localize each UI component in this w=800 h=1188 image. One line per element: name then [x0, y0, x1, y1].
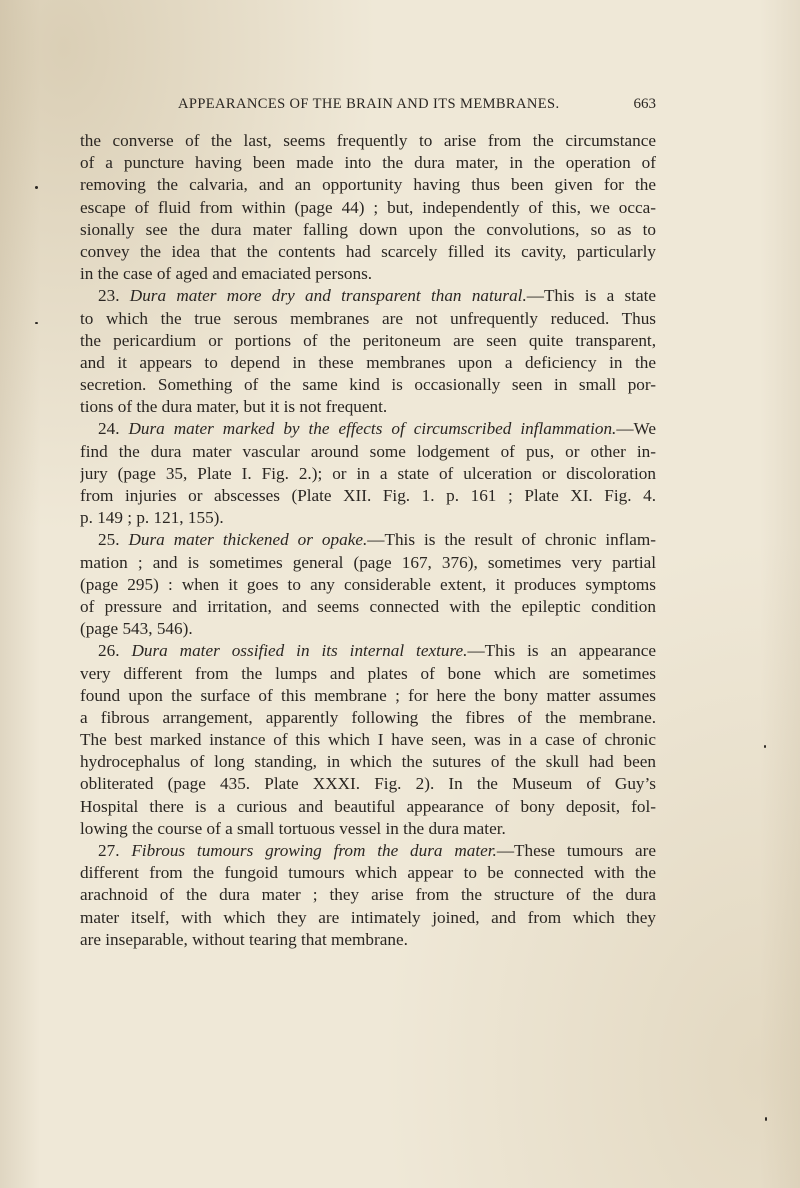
text-line [80, 330, 656, 352]
text-line [80, 729, 656, 751]
line-text: obliterated (page 435. Plate XXXI. Fig. 2). In the Museum of Guy’s [80, 774, 656, 794]
line-text: —This is a state [526, 286, 656, 306]
text-line [80, 241, 656, 263]
text-line [80, 174, 656, 196]
text-line [80, 818, 656, 840]
line-text: (page 295) : when it goes to any considerable extent, it produces symptoms [80, 574, 656, 594]
line-text: different from the fungoid tumours which appear to be connected with the [80, 863, 656, 883]
section-heading: Fibrous tumours growing from the dura mater. [131, 841, 497, 860]
print-speck [764, 745, 766, 748]
text-line [80, 529, 656, 551]
line-text: convey the idea that the contents had scarcely filled its cavity, particularly [80, 241, 656, 261]
section-heading: Dura mater more dry and transparent than natural. [129, 286, 527, 306]
text-line [80, 485, 656, 507]
line-text: The best marked instance of this which I have seen, was in a case of chronic [80, 730, 656, 750]
section-number: 26. [98, 641, 120, 661]
text-line [80, 441, 656, 463]
text-line [80, 219, 656, 241]
section-number: 27. [98, 841, 120, 860]
line-text: find the dura mater vascular around some lodgement of pus, or other in- [80, 441, 656, 461]
line-text: a fibrous arrangement, apparently following the fibres of the membrane. [80, 707, 656, 727]
text-line [80, 130, 656, 152]
line-text: from injuries or abscesses (Plate XII. Fig. 1. p. 161 ; Plate XI. Fig. 4. [80, 486, 656, 505]
body-text [80, 130, 656, 951]
section-number: 24. [98, 419, 120, 439]
text-line [80, 352, 656, 374]
section-number: 23. [98, 286, 120, 306]
line-text: very different from the lumps and plates of bone which are sometimes [80, 663, 656, 683]
line-text: (page 543, 546). [80, 619, 193, 639]
text-line [80, 751, 656, 773]
line-text: escape of fluid from within (page 44) ; but, independently of this, we occa- [80, 197, 656, 217]
print-speck [765, 1117, 767, 1121]
line-text: the converse of the last, seems frequently to arise from the circumstance [80, 131, 656, 150]
line-text: mater itself, with which they are intimately joined, and from which they [80, 907, 656, 927]
text-line [80, 285, 656, 307]
section-heading: Dura mater ossified in its internal texture. [131, 641, 468, 661]
line-text: lowing the course of a small tortuous vessel in the dura mater. [80, 818, 506, 838]
line-text: —This is the result of chronic inflam- [367, 530, 656, 550]
line-text: in the case of aged and emaciated persons. [80, 264, 373, 284]
text-line [80, 618, 656, 640]
line-text: mation ; and is sometimes general (page 167, 376), sometimes very partial [80, 552, 656, 572]
section-heading: Dura mater marked by the effects of circumscribed inflammation. [128, 419, 617, 439]
line-text: —We [616, 419, 656, 439]
print-speck [35, 186, 38, 189]
text-line [80, 507, 656, 529]
text-line [80, 707, 656, 729]
text-line [80, 463, 656, 485]
line-text: and it appears to depend in these membranes upon a deficiency in the [80, 352, 656, 372]
line-text: of a puncture having been made into the dura mater, in the operation of [80, 153, 656, 173]
text-line [80, 552, 656, 574]
text-line [80, 263, 656, 285]
running-title: APPEARANCES OF THE BRAIN AND ITS MEMBRANES. [178, 96, 560, 112]
text-line [80, 929, 656, 951]
text-line [80, 308, 656, 330]
text-line [80, 374, 656, 396]
text-line [80, 884, 656, 906]
line-text: Hospital there is a curious and beautiful appearance of bony deposit, fol- [80, 796, 656, 816]
line-text: arachnoid of the dura mater ; they arise from the structure of the dura [80, 885, 656, 905]
text-line [80, 574, 656, 596]
text-line [80, 796, 656, 818]
line-text: sionally see the dura mater falling down upon the convolutions, so as to [80, 219, 656, 239]
line-text: of pressure and irritation, and seems connected with the epileptic condition [80, 596, 656, 616]
line-text: to which the true serous membranes are not unfrequently reduced. Thus [80, 308, 656, 328]
text-line [80, 840, 656, 862]
text-line [80, 907, 656, 929]
line-text: jury (page 35, Plate I. Fig. 2.); or in a state of ulceration or discoloration [80, 463, 656, 483]
line-text: hydrocephalus of long standing, in which the sutures of the skull had been [80, 752, 656, 772]
line-text: —This is an appearance [467, 641, 656, 661]
text-line [80, 862, 656, 884]
text-line [80, 773, 656, 795]
line-text: p. 149 ; p. 121, 155). [80, 508, 224, 528]
text-line [80, 685, 656, 707]
line-text: tions of the dura mater, but it is not frequent. [80, 397, 388, 417]
page-number: 663 [633, 96, 656, 112]
text-line [80, 640, 656, 662]
text-line [80, 152, 656, 174]
print-speck [35, 322, 38, 324]
line-text: —These tumours are [496, 841, 656, 860]
text-line [80, 596, 656, 618]
line-text: are inseparable, without tearing that membrane. [80, 929, 408, 949]
running-head [178, 96, 656, 118]
section-number: 25. [98, 530, 120, 550]
line-text: the pericardium or portions of the peritoneum are seen quite transparent, [80, 330, 656, 350]
text-line [80, 197, 656, 219]
section-heading: Dura mater thickened or opake. [128, 530, 368, 550]
text-line [80, 396, 656, 418]
text-line [80, 418, 656, 440]
line-text: found upon the surface of this membrane ; for here the bony matter assumes [80, 685, 656, 705]
line-text: secretion. Something of the same kind is occasionally seen in small por- [80, 375, 656, 395]
text-line [80, 663, 656, 685]
line-text: removing the calvaria, and an opportunity having thus been given for the [80, 175, 656, 195]
